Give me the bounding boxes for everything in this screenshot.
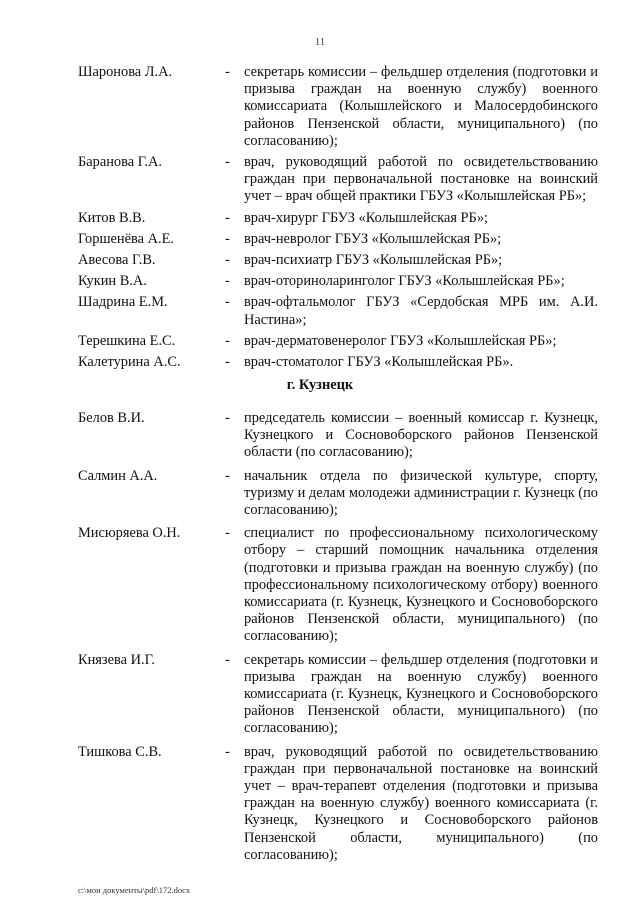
member-name: Кукин В.А. [78, 273, 147, 290]
dash: - [225, 273, 230, 290]
dash: - [225, 209, 230, 226]
member-role: врач-офтальмолог ГБУЗ «Сердобская МРБ им. А.И. Настина»; [244, 294, 598, 328]
member-name: Салмин А.А. [78, 467, 158, 484]
member-row [78, 468, 598, 520]
dash: - [225, 332, 230, 349]
member-role: секретарь комиссии – фельдшер отделения (подготовки и призыва граждан на военную службу) военного комиссариата (Колышлейского и Малосердобинского районов Пензенской области, муниципального) (по согласованию); [244, 64, 598, 149]
member-row [78, 154, 598, 206]
member-role: врач-дерматовенеролог ГБУЗ «Колышлейская РБ»; [244, 332, 557, 349]
member-name: Белов В.И. [78, 410, 145, 426]
member-list-kolyshley [78, 64, 598, 375]
member-row [78, 410, 598, 462]
member-row [78, 744, 598, 864]
member-row [78, 652, 598, 738]
member-role: специалист по профессиональному психологическому отбору – старший помощник начальника отделения (подготовки и призыва граждан на военную службу) (по профессиональному психологическому отбору) военного комиссариата (г. Кузнецк, Кузнецкого и Сосновоборского районов Пензенской области, муниципального) (по согласованию); [244, 525, 598, 645]
member-name: Баранова Г.А. [78, 154, 163, 171]
member-name: Китов В.В. [78, 209, 146, 226]
member-role: начальник отдела по физической культуре, спорту, туризму и делам молодежи администрации г. Кузнецк (по согласованию); [244, 467, 598, 519]
member-role: секретарь комиссии – фельдшер отделения (подготовки и призыва граждан на военную службу) военного комиссариата (г. Кузнецк, Кузнецкого и Сосновоборского районов Пензенской области, муниципального) (по согласованию); [244, 651, 598, 737]
section-heading: г. Кузнецк [286, 377, 354, 393]
member-name: Терешкина Е.С. [78, 332, 176, 349]
dash: - [225, 294, 230, 311]
member-row [78, 273, 598, 290]
member-row [78, 252, 598, 269]
member-name: Шаронова Л.А. [78, 64, 173, 80]
page-number: 11 [314, 36, 326, 48]
member-role: председатель комиссии – военный комиссар г. Кузнецк, Кузнецкого и Сосновоборского районов Пензенской области (по согласованию); [244, 410, 598, 461]
member-row [78, 210, 598, 227]
member-row [78, 231, 598, 248]
dash: - [225, 467, 230, 484]
dash: - [225, 64, 230, 80]
member-role: врач-невролог ГБУЗ «Колышлейская РБ»; [244, 230, 502, 247]
dash: - [225, 410, 230, 426]
member-name: Тишкова С.В. [78, 743, 162, 760]
dash: - [225, 154, 230, 171]
dash: - [225, 525, 230, 542]
member-name: Князева И.Г. [78, 651, 155, 668]
file-path-footer: c:\мои документы\pdf\172.docx [78, 885, 191, 895]
dash: - [225, 252, 230, 269]
member-role: врач, руководящий работой по освидетельствованию граждан при первоначальной постановке на воинский учет – врач общей практики ГБУЗ «Колышлейская РБ»; [244, 154, 598, 205]
dash: - [225, 743, 230, 760]
dash: - [225, 230, 230, 247]
member-row [78, 64, 598, 150]
member-name: Мисюряева О.Н. [78, 525, 181, 542]
member-row [78, 333, 598, 350]
member-name: Шадрина Е.М. [78, 294, 168, 311]
member-row [78, 294, 598, 328]
member-role: врач-хирург ГБУЗ «Колышлейская РБ»; [244, 209, 489, 226]
member-name: Горшенёва А.Е. [78, 230, 174, 247]
member-role: врач-стоматолог ГБУЗ «Колышлейская РБ». [244, 354, 514, 371]
dash: - [225, 354, 230, 371]
member-role: врач-психиатр ГБУЗ «Колышлейская РБ»; [244, 252, 503, 269]
member-name: Калетурина А.С. [78, 354, 181, 371]
dash: - [225, 651, 230, 668]
member-name: Авесова Г.В. [78, 252, 156, 269]
member-role: врач, руководящий работой по освидетельствованию граждан при первоначальной постановке на воинский учет – врач-терапевт отделения (подготовки и призыва граждан на военную службу) военного комиссариата (г. Кузнецк, Кузнецкого и Сосновоборского районов Пензенской области, муниципального) (по согласованию); [244, 743, 598, 863]
member-row [78, 354, 598, 371]
member-role: врач-оториноларинголог ГБУЗ «Колышлейская РБ»; [244, 273, 565, 290]
member-row [78, 525, 598, 645]
member-list-kuznetsk [78, 410, 598, 870]
